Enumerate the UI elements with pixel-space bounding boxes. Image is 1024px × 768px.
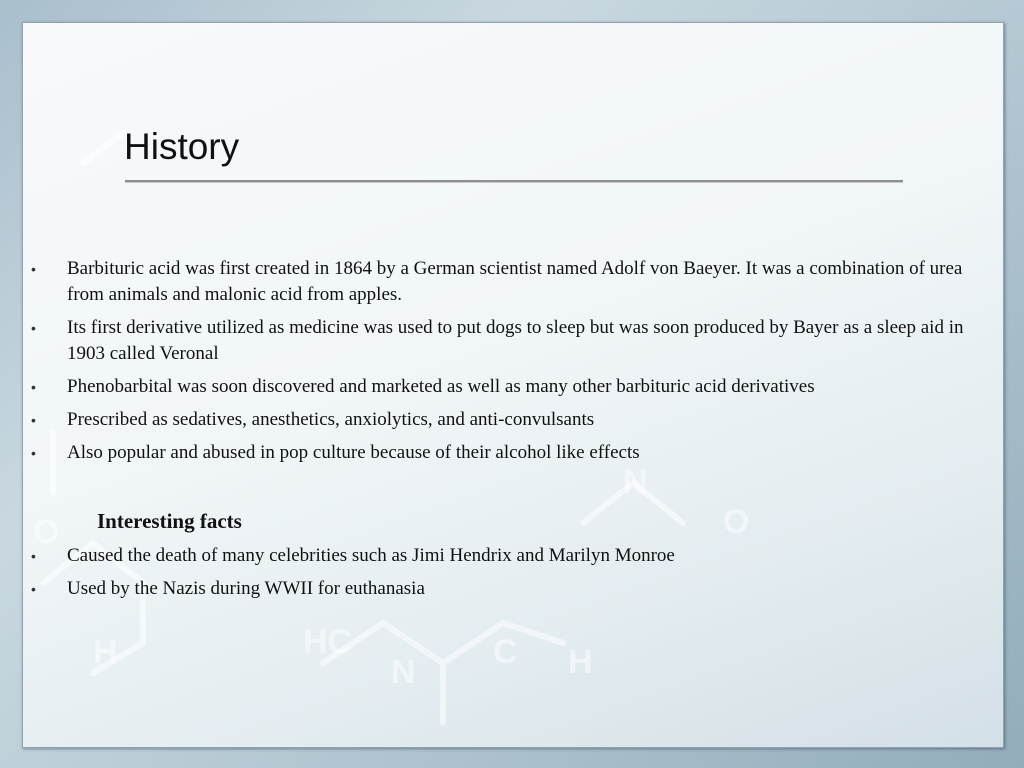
bullet-text: Also popular and abused in pop culture because of their alcohol like effects [67,442,640,463]
watermark-label: O [723,503,750,541]
watermark-label: H [93,633,118,671]
bullet-icon: • [31,261,36,277]
list-item [23,256,1003,308]
slide-title: History [124,126,240,167]
list-item [23,315,1003,367]
bullet-icon: • [31,379,36,395]
list-item [23,576,1003,602]
bullet-text: Phenobarbital was soon discovered and marketed as well as many other barbituric acid derivatives [67,376,815,397]
bullet-text: Caused the death of many celebrities such as Jimi Hendrix and Marilyn Monroe [67,545,675,566]
list-item [23,543,1003,569]
title-divider [125,180,903,183]
bullet-icon: • [31,548,36,564]
bullet-icon: • [31,412,36,428]
bullet-text: Used by the Nazis during WWII for euthanasia [67,578,425,599]
watermark-label: O [33,513,60,551]
bullet-icon: • [31,320,36,336]
bullet-text: Prescribed as sedatives, anesthetics, anxiolytics, and anti-convulsants [67,409,595,430]
history-bullet-list [23,256,1003,473]
bullet-text: Barbituric acid was first created in 1864 by a German scientist named Adolf von Baeyer. It was a combination of urea from animals and malonic acid from apples. [67,258,963,305]
watermark-label: H [568,643,593,681]
list-item [23,374,1003,400]
bullet-icon: • [31,581,36,597]
facts-bullet-list [23,543,1003,609]
watermark-label: HC [303,623,353,661]
interesting-facts-heading: Interesting facts [97,509,242,533]
list-item [23,407,1003,433]
watermark-label: N [623,463,648,501]
watermark-label: N [391,653,416,691]
bullet-icon: • [31,445,36,461]
list-item [23,440,1003,466]
bullet-text: Its first derivative utilized as medicine was used to put dogs to sleep but was soon produced by Bayer as a sleep aid in 1903 called Veronal [67,317,964,364]
watermark-label: C [493,633,518,671]
slide [22,22,1004,748]
